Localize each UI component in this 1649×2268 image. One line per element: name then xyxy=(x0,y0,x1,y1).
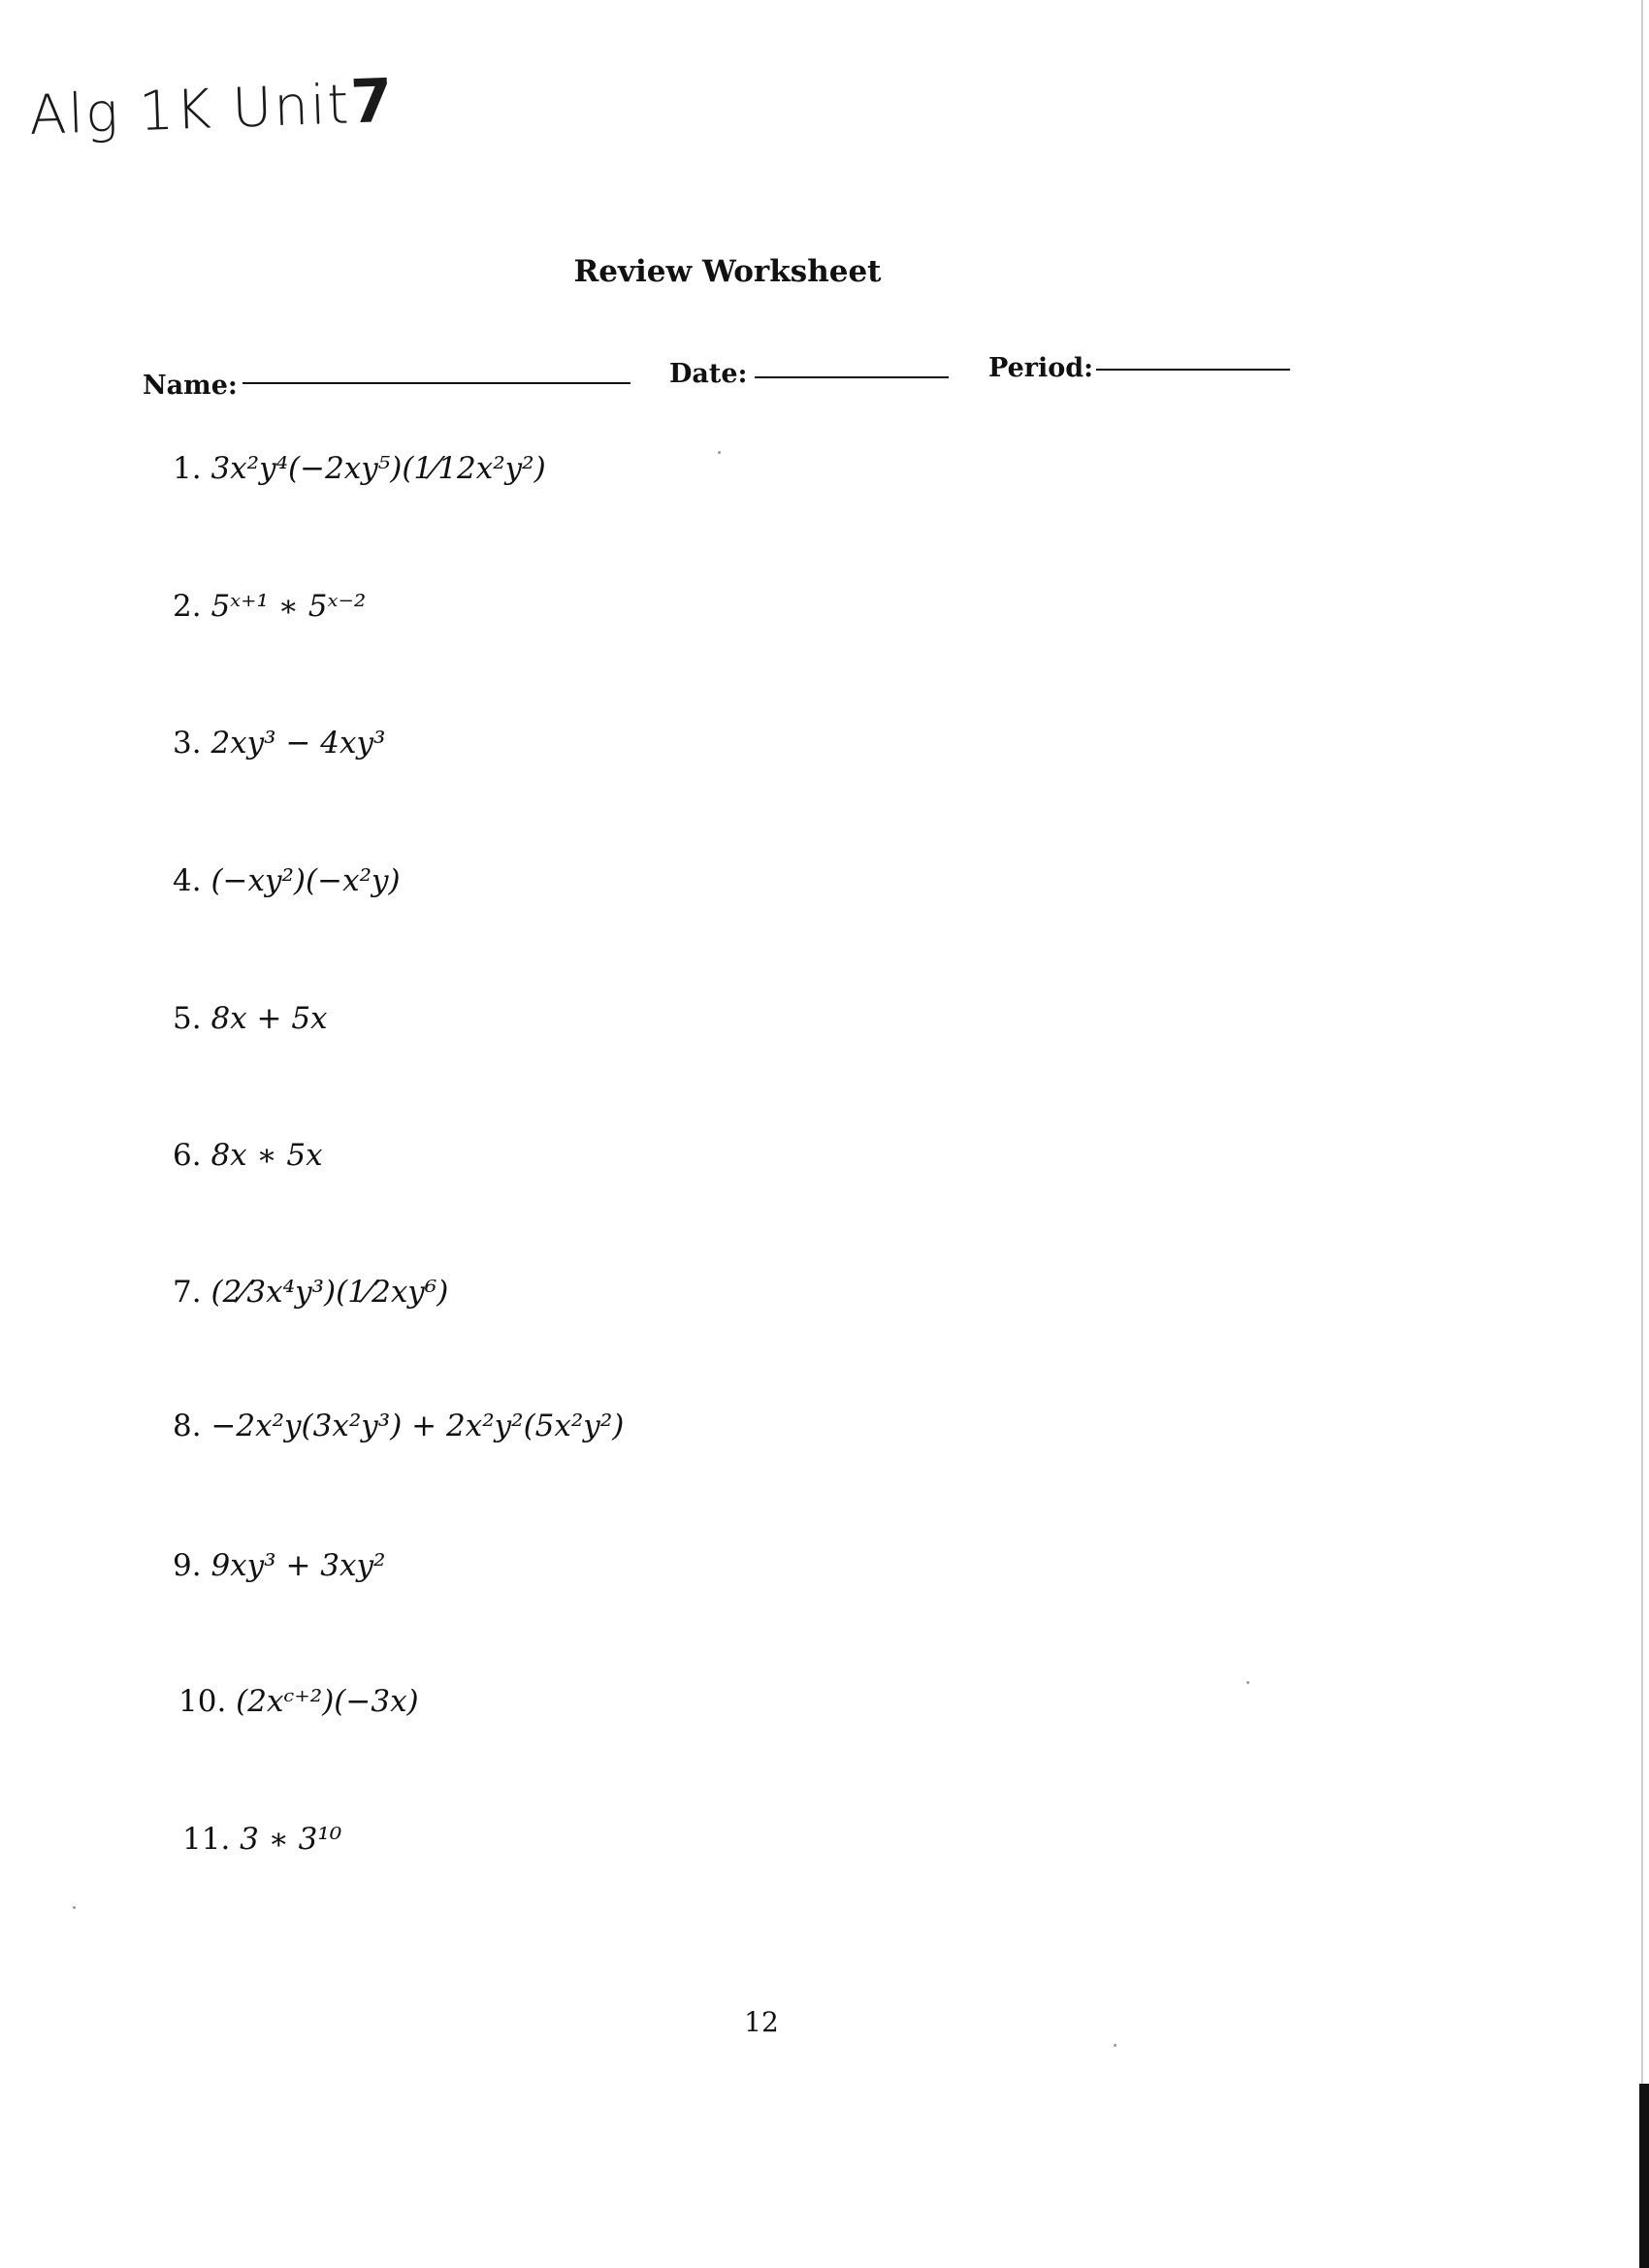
problem-expression: (−xy²)(−x²y) xyxy=(210,863,401,898)
problem-9 xyxy=(173,1548,385,1583)
scan-speck xyxy=(1246,1681,1249,1684)
problem-3 xyxy=(173,726,385,761)
problem-4 xyxy=(173,863,401,898)
name-label: Name: xyxy=(143,371,238,401)
worksheet-title: Review Worksheet xyxy=(573,254,882,289)
problem-expression: 9xy³ + 3xy² xyxy=(210,1548,386,1583)
problem-expression: 3 ∗ 3¹⁰ xyxy=(240,1822,342,1857)
problem-number: 5. xyxy=(173,1001,202,1036)
problem-number: 4. xyxy=(173,863,202,898)
handwritten-unit-number: 7 xyxy=(348,64,396,138)
problem-number: 2. xyxy=(173,589,202,624)
problem-number: 1. xyxy=(173,451,202,486)
problem-expression: (2xᶜ⁺²)(−3x) xyxy=(236,1684,419,1719)
date-label: Date: xyxy=(669,359,748,389)
problem-number: 9. xyxy=(173,1548,202,1583)
scan-speck xyxy=(73,1906,76,1909)
problem-expression: 2xy³ − 4xy³ xyxy=(210,726,386,761)
problem-2 xyxy=(173,589,366,624)
problem-6 xyxy=(173,1138,323,1173)
scan-edge-line xyxy=(1641,0,1643,2268)
scan-speck xyxy=(1114,2044,1116,2047)
problem-10 xyxy=(178,1684,419,1719)
problem-5 xyxy=(173,1001,328,1036)
problem-expression: 8x + 5x xyxy=(210,1001,328,1036)
problem-11 xyxy=(182,1822,341,1857)
period-field[interactable] xyxy=(1096,369,1290,371)
scan-speck xyxy=(718,451,721,454)
problem-number: 8. xyxy=(173,1409,202,1443)
problem-8 xyxy=(173,1409,624,1443)
problem-expression: 8x ∗ 5x xyxy=(210,1138,323,1173)
problem-expression: 5ˣ⁺¹ ∗ 5ˣ⁻² xyxy=(210,589,367,624)
problem-expression: (2⁄3x⁴y³)(1⁄2xy⁶) xyxy=(210,1275,449,1310)
problem-number: 11. xyxy=(182,1822,231,1857)
date-field[interactable] xyxy=(755,376,949,378)
problem-1 xyxy=(173,451,546,486)
problem-number: 6. xyxy=(173,1138,202,1173)
handwritten-header-text: Alg 1K Unit xyxy=(27,73,352,147)
problem-number: 3. xyxy=(173,726,202,761)
scan-edge-bar xyxy=(1639,2084,1649,2268)
problem-number: 7. xyxy=(173,1275,202,1310)
problem-7 xyxy=(173,1275,448,1310)
period-label: Period: xyxy=(988,353,1094,383)
page-number: 12 xyxy=(744,2006,779,2038)
problem-expression: −2x²y(3x²y³) + 2x²y²(5x²y²) xyxy=(210,1409,625,1443)
name-field[interactable] xyxy=(242,382,630,384)
problem-number: 10. xyxy=(178,1684,227,1719)
handwritten-header xyxy=(28,65,396,148)
problem-expression: 3x²y⁴(−2xy⁵)(1⁄12x²y²) xyxy=(210,451,546,486)
